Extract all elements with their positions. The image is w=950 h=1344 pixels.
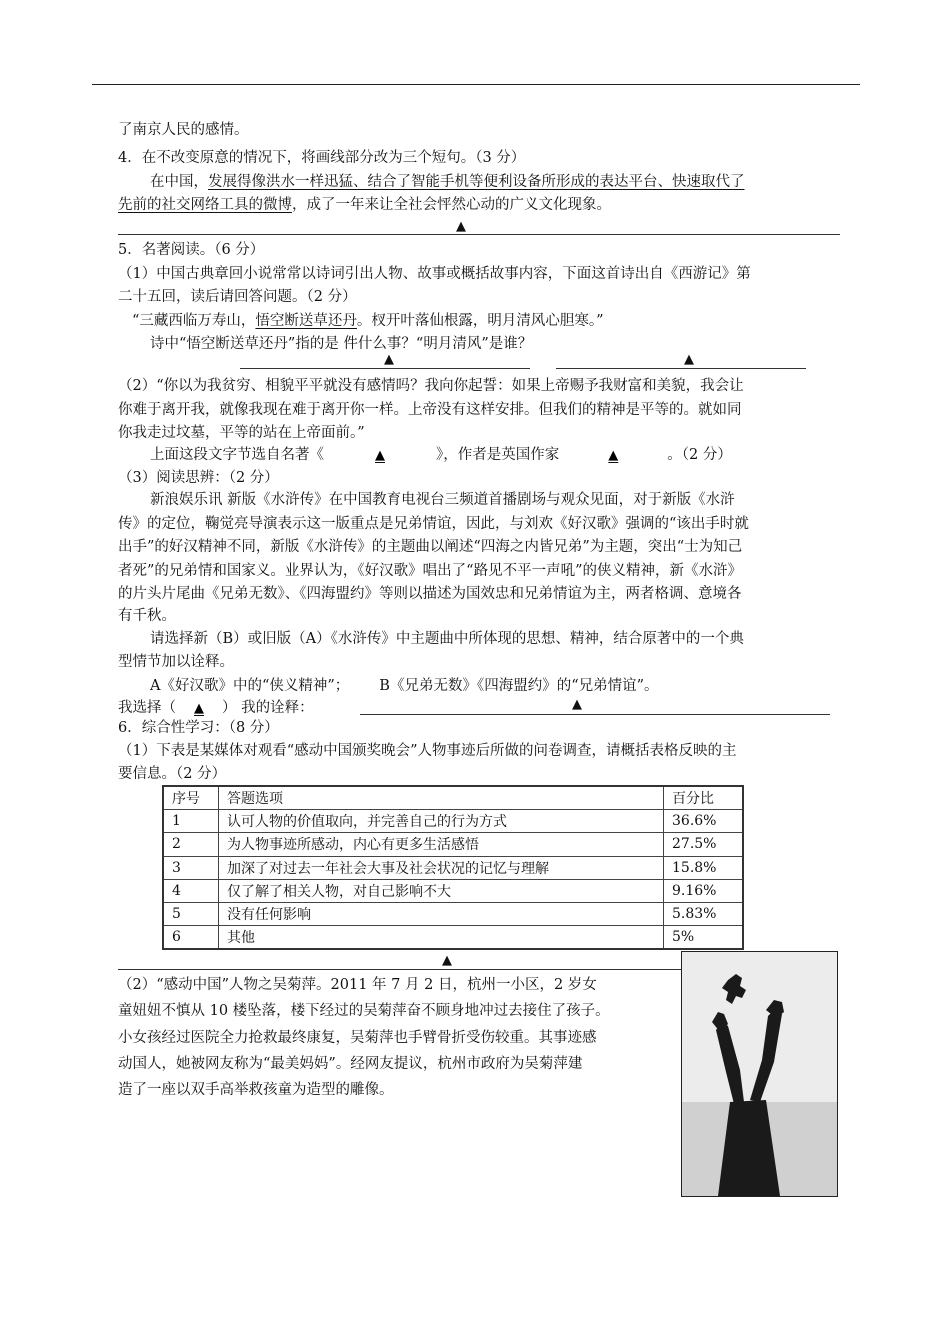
cell-index: 4 [163, 879, 219, 902]
intro-line: 了南京人民的感情。 [118, 122, 249, 138]
q5-p2-line1: （2）“你以为我贫穷、相貌平平就没有感情吗？我向你起誓：如果上帝赐予我财富和美貌，我会让 [118, 378, 744, 394]
q5-p1-question: 诗中“悟空断送草还丹”指的是 件什么事？“明月清风”是谁？ [150, 336, 533, 352]
q4-prompt: 4．在不改变原意的情况下，将画线部分改为三个短句。（3 分） [118, 150, 526, 166]
table-header-row [163, 786, 743, 810]
q5-p2-line2: 你难于离开我，就像我现在难于离开你一样。上帝没有这样安排。但我们的精神是平等的。就如同 [118, 402, 742, 418]
q5-choose-line: 我选择（ ▲ ） 我的诠释： [118, 698, 314, 719]
option-b[interactable]: B《兄弟无数》《四海盟约》的“兄弟情谊”。 [379, 678, 659, 694]
q5-poem-underlined: 悟空断送草还丹 [255, 313, 357, 329]
q4-underlined-b: 先前的社交网络工具的微博 [118, 197, 292, 213]
cell-option: 认可人物的价值取向，并完善自己的行为方式 [219, 810, 664, 833]
q5-p3-title: （3）阅读思辨：（2 分） [118, 470, 279, 486]
q4-para-a: 在中国， [150, 174, 208, 190]
cell-index: 5 [163, 902, 219, 925]
q4-answer-triangle: ▲ [456, 219, 466, 234]
q5-poem: “三藏西临万寿山，悟空断送草还丹。杈开叶落仙根露，明月清风心胆寒。” [132, 313, 604, 329]
cell-index: 3 [163, 856, 219, 879]
sculpture-photo [681, 951, 838, 1197]
q6-title: 6．综合性学习：（8 分） [118, 720, 279, 736]
q5-p3-line2: 传》的定位，鞠觉亮导演表示这一版重点是兄弟情谊，因此，与刘欢《好汉歌》强调的“该出手时就 [118, 516, 749, 532]
table-row [163, 833, 743, 856]
q5-p3-line6: 有千秋。 [118, 608, 176, 624]
cell-option: 其他 [219, 926, 664, 950]
q5-title: 5．名著阅读。（6 分） [118, 242, 265, 258]
cell-percent: 36.6% [664, 810, 744, 833]
choice-blank[interactable]: ▲ [194, 701, 204, 716]
q6-p2-line2: 童妞妞不慎从 10 楼坠落，楼下经过的吴菊萍奋不顾身地冲过去接住了孩子。 [118, 1003, 610, 1019]
q5-p3-question2: 型情节加以诠释。 [118, 654, 234, 670]
q6-p1-line1: （1）下表是某媒体对观看“感动中国颁奖晚会”人物事迹后所做的问卷调查，请概括表格反映的主 [118, 743, 737, 759]
q4-answer-line[interactable] [118, 234, 840, 235]
cell-index: 2 [163, 833, 219, 856]
q5-p1-triangle-a: ▲ [384, 352, 394, 367]
q4-paragraph-line1 [150, 172, 745, 192]
cell-percent: 27.5% [664, 833, 744, 856]
table-row [163, 856, 743, 879]
q4-underlined-a: 发展得像洪水一样迅猛、结合了智能手机等便利设备所形成的表达平台、快速取代了 [208, 174, 745, 190]
q5-book-blank[interactable]: ▲ [375, 448, 385, 463]
q6-p2-line3: 小女孩经过医院全力抢救最终康复，吴菊萍也手臂骨折受伤较重。其事迹感 [118, 1030, 597, 1046]
q4-paragraph-line2 [118, 195, 611, 215]
q5-p1-line2: 二十五回，读后请回答问题。（2 分） [118, 289, 357, 305]
q5-p2-line3: 你我走过坟墓，平等的站在上帝面前。” [118, 425, 365, 441]
option-a[interactable]: A《好汉歌》中的“侠义精神”； [150, 678, 350, 694]
q6-p1-triangle: ▲ [442, 953, 452, 968]
cell-option: 加深了对过去一年社会大事及社会状况的记忆与理解 [219, 856, 664, 879]
header-rule [92, 84, 860, 85]
table-row [163, 902, 743, 925]
table-row [163, 879, 743, 902]
q5-author-blank[interactable]: ▲ [608, 448, 619, 463]
q5-p3-line3: 出手”的好汉精神不同，新版《水浒传》的主题曲以阐述“四海之内皆兄弟”为主题，突出“士为知己 [118, 539, 743, 555]
q6-p2-line1: （2）“感动中国”人物之吴菊萍。2011 年 7 月 2 日，杭州一小区，2 岁女 [118, 977, 597, 993]
cell-percent: 15.8% [664, 856, 744, 879]
q6-p2-line4: 动国人，她被网友称为“最美妈妈”。经网友提议，杭州市政府为吴菊萍建 [118, 1056, 583, 1072]
sculpture-silhouette [682, 952, 837, 1196]
interpretation-triangle: ▲ [572, 697, 582, 712]
col-header-option: 答题选项 [219, 786, 664, 810]
q5-p1-line1: （1）中国古典章回小说常常以诗词引出人物、故事或概括故事内容，下面这首诗出自《西游记》第 [118, 266, 751, 282]
q6-p1-line2: 要信息。（2 分） [118, 766, 227, 782]
q5-p3-line5: 的片头片尾曲《兄弟无数》、《四海盟约》等则以描述为国效忠和兄弟情谊为主，两者格调、意境各 [118, 586, 742, 602]
cell-index: 1 [163, 810, 219, 833]
q5-p3-line4: 者死”的兄弟情和国家义。业界认为，《好汉歌》唱出了“路见不平一声吼”的侠义精神，新《水浒》 [118, 563, 742, 579]
cell-percent: 5.83% [664, 902, 744, 925]
cell-option: 为人物事迹所感动，内心有更多生活感悟 [219, 833, 664, 856]
cell-option: 仅了解了相关人物，对自己影响不大 [219, 879, 664, 902]
table-row [163, 926, 743, 950]
q5-p1-answer-line-a[interactable] [240, 368, 530, 369]
q5-p2-question: 上面这段文字节选自名著《 ▲ 》，作者是英国作家 ▲ 。（2 分） [150, 445, 732, 466]
q5-options [150, 676, 659, 696]
survey-table [162, 785, 744, 950]
table-row [163, 810, 743, 833]
q5-p3-question1: 请选择新（B）或旧版（A）《水浒传》中主题曲中所体现的思想、精神，结合原著中的一个典 [150, 631, 744, 647]
cell-percent: 9.16% [664, 879, 744, 902]
cell-percent: 5% [664, 926, 744, 950]
cell-index: 6 [163, 926, 219, 950]
col-header-index: 序号 [163, 786, 219, 810]
cell-option: 没有任何影响 [219, 902, 664, 925]
q5-p1-triangle-b: ▲ [684, 352, 694, 367]
q5-p3-line1: 新浪娱乐讯 新版《水浒传》在中国教育电视台三频道首播剧场与观众见面，对于新版《水浒 [150, 492, 735, 508]
q6-p2-line5: 造了一座以双手高举救孩童为造型的雕像。 [118, 1082, 394, 1098]
interpretation-answer-line[interactable] [360, 714, 830, 715]
q4-para-d: ，成了一年来让全社会怦然心动的广义文化现象。 [292, 197, 611, 213]
col-header-percent: 百分比 [664, 786, 744, 810]
q5-p1-answer-line-b[interactable] [556, 368, 806, 369]
